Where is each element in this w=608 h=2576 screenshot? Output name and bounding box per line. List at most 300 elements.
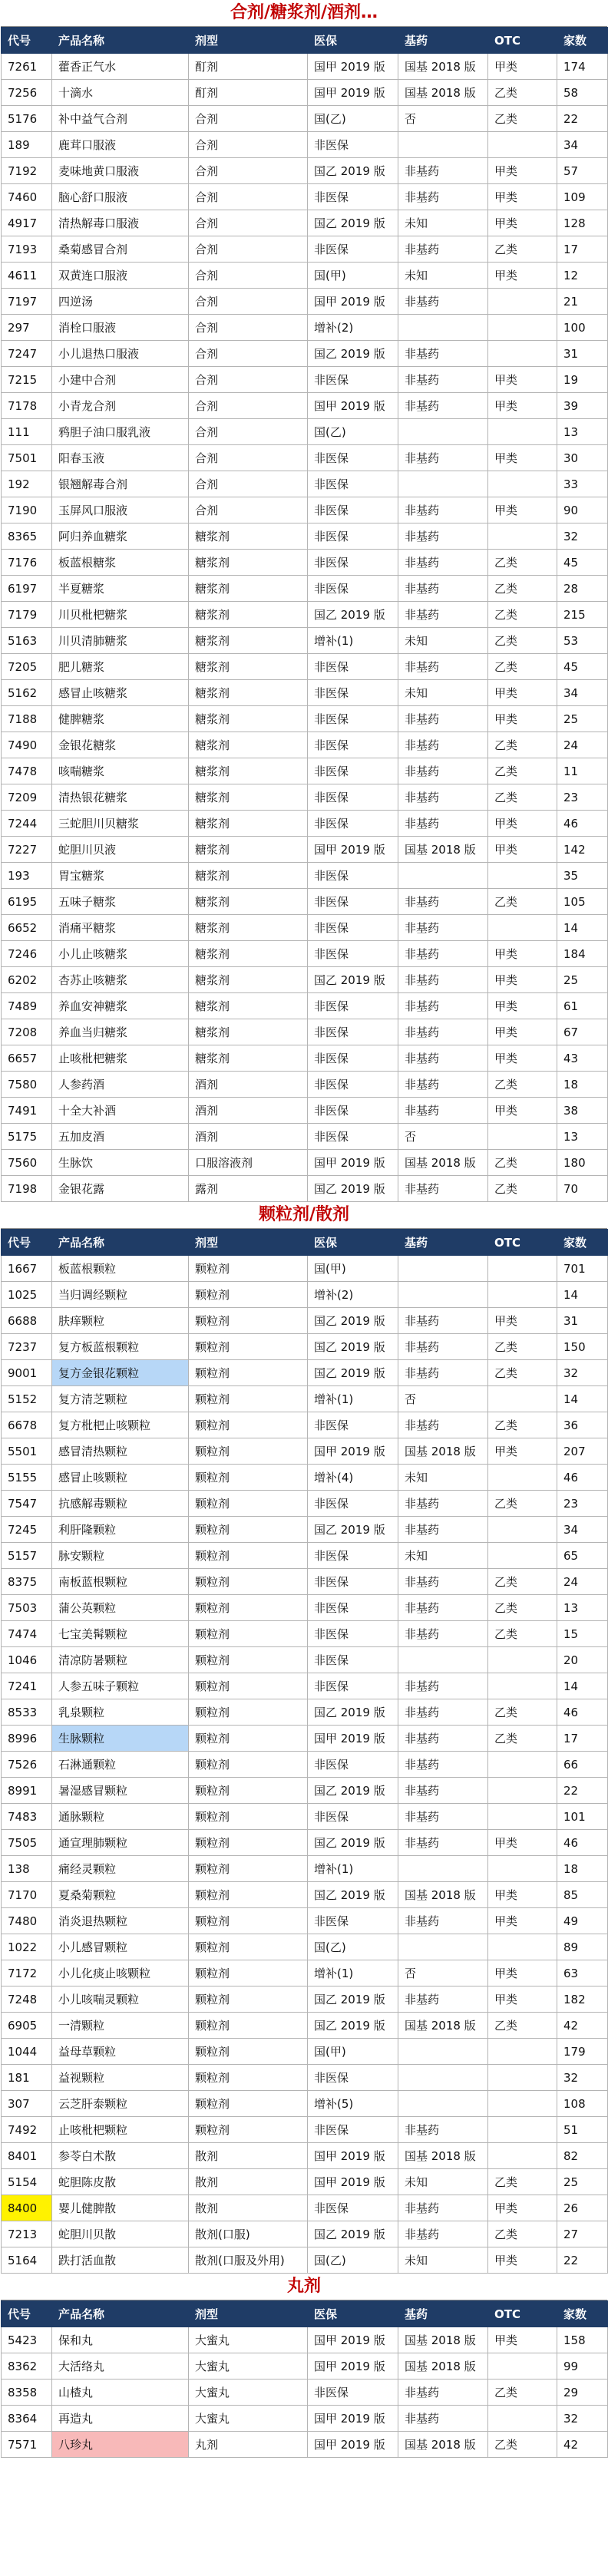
cell-otc: 乙类 (488, 1699, 557, 1726)
cell-essential: 非基药 (398, 1595, 488, 1621)
cell-essential: 否 (398, 1960, 488, 1986)
cell-insurance: 非医保 (308, 184, 398, 210)
cell-insurance: 国乙 2019 版 (308, 967, 398, 993)
cell-insurance: 国乙 2019 版 (308, 1882, 398, 1908)
cell-insurance: 国甲 2019 版 (308, 2327, 398, 2353)
cell-essential: 否 (398, 1386, 488, 1412)
cell-insurance: 非医保 (308, 1098, 398, 1124)
cell-count: 25 (557, 706, 608, 732)
cell-form: 糖浆剂 (189, 654, 308, 680)
cell-count: 12 (557, 263, 608, 289)
cell-code: 5163 (2, 628, 52, 654)
cell-name: 小建中合剂 (52, 367, 189, 393)
cell-form: 口服溶液剂 (189, 1150, 308, 1176)
column-header-essential: 基药 (398, 1230, 488, 1256)
cell-form: 颗粒剂 (189, 1699, 308, 1726)
cell-otc (488, 2143, 557, 2169)
cell-insurance: 国甲 2019 版 (308, 80, 398, 106)
table-row (2, 576, 608, 602)
cell-insurance: 国乙 2019 版 (308, 2221, 398, 2247)
cell-code: 5175 (2, 1124, 52, 1150)
table-row (2, 628, 608, 654)
cell-name: 胃宝糖浆 (52, 863, 189, 889)
cell-essential: 非基药 (398, 576, 488, 602)
cell-form: 散剂 (189, 2195, 308, 2221)
cell-otc: 乙类 (488, 732, 557, 758)
cell-insurance: 非医保 (308, 550, 398, 576)
cell-count: 42 (557, 2013, 608, 2039)
cell-otc: 乙类 (488, 1621, 557, 1647)
cell-name: 消栓口服液 (52, 315, 189, 341)
table-row (2, 1699, 608, 1726)
cell-form: 颗粒剂 (189, 1882, 308, 1908)
cell-otc (488, 523, 557, 550)
cell-otc (488, 1856, 557, 1882)
cell-code: 7490 (2, 732, 52, 758)
cell-code: 7192 (2, 158, 52, 184)
cell-essential: 非基药 (398, 784, 488, 811)
cell-insurance: 非医保 (308, 1569, 398, 1595)
cell-code: 4917 (2, 210, 52, 236)
cell-insurance: 国(甲) (308, 2039, 398, 2065)
cell-name: 脑心舒口服液 (52, 184, 189, 210)
cell-form: 糖浆剂 (189, 628, 308, 654)
cell-count: 13 (557, 1124, 608, 1150)
cell-count: 128 (557, 210, 608, 236)
cell-form: 颗粒剂 (189, 1778, 308, 1804)
cell-insurance: 非医保 (308, 1491, 398, 1517)
cell-count: 53 (557, 628, 608, 654)
column-header-count: 家数 (557, 1230, 608, 1256)
cell-otc (488, 289, 557, 315)
cell-name: 复方清芝颗粒 (52, 1386, 189, 1412)
cell-insurance: 非医保 (308, 941, 398, 967)
cell-name: 小儿咳喘灵颗粒 (52, 1986, 189, 2013)
cell-form: 糖浆剂 (189, 1045, 308, 1072)
cell-essential: 非基药 (398, 1726, 488, 1752)
cell-otc (488, 1673, 557, 1699)
cell-essential (398, 1282, 488, 1308)
cell-otc: 乙类 (488, 106, 557, 132)
cell-code: 8375 (2, 1569, 52, 1595)
cell-essential: 否 (398, 106, 488, 132)
section-title: 丸剂 (1, 2274, 607, 2300)
table-row (2, 393, 608, 419)
cell-otc: 甲类 (488, 811, 557, 837)
table-row (2, 367, 608, 393)
cell-count: 34 (557, 1517, 608, 1543)
cell-count: 90 (557, 497, 608, 523)
cell-essential: 未知 (398, 1543, 488, 1569)
cell-otc: 乙类 (488, 1072, 557, 1098)
column-header-form: 剂型 (189, 1230, 308, 1256)
cell-otc (488, 2117, 557, 2143)
cell-code: 7474 (2, 1621, 52, 1647)
cell-otc: 甲类 (488, 1986, 557, 2013)
cell-insurance: 非医保 (308, 1543, 398, 1569)
cell-form: 颗粒剂 (189, 1386, 308, 1412)
table-row (2, 784, 608, 811)
table-row (2, 1830, 608, 1856)
table-row (2, 341, 608, 367)
cell-essential (398, 2065, 488, 2091)
cell-code: 7248 (2, 1986, 52, 2013)
table-row (2, 2013, 608, 2039)
cell-name: 麦味地黄口服液 (52, 158, 189, 184)
section-title: 合剂/糖浆剂/酒剂… (1, 0, 607, 27)
cell-name: 板蓝根糖浆 (52, 550, 189, 576)
column-header-name: 产品名称 (52, 2301, 189, 2327)
cell-name: 川贝清肺糖浆 (52, 628, 189, 654)
table-row (2, 915, 608, 941)
cell-count: 20 (557, 1647, 608, 1673)
table-row (2, 1726, 608, 1752)
cell-form: 酊剂 (189, 54, 308, 80)
cell-name: 感冒止咳颗粒 (52, 1465, 189, 1491)
cell-insurance: 国(乙) (308, 2247, 398, 2274)
cell-name: 人参药酒 (52, 1072, 189, 1098)
cell-code: 7176 (2, 550, 52, 576)
table-row (2, 132, 608, 158)
cell-count: 14 (557, 1282, 608, 1308)
cell-count: 65 (557, 1543, 608, 1569)
cell-essential: 国基 2018 版 (398, 2327, 488, 2353)
cell-otc: 乙类 (488, 576, 557, 602)
table-row (2, 863, 608, 889)
cell-essential: 非基药 (398, 393, 488, 419)
cell-essential: 未知 (398, 263, 488, 289)
cell-insurance: 非医保 (308, 1124, 398, 1150)
cell-code: 5152 (2, 1386, 52, 1412)
table-row (2, 445, 608, 471)
cell-insurance: 国乙 2019 版 (308, 1360, 398, 1386)
cell-count: 89 (557, 1934, 608, 1960)
cell-count: 100 (557, 315, 608, 341)
cell-name: 益视颗粒 (52, 2065, 189, 2091)
column-header-name: 产品名称 (52, 28, 189, 54)
cell-name: 感冒清热颗粒 (52, 1438, 189, 1465)
cell-essential (398, 2091, 488, 2117)
cell-code: 5164 (2, 2247, 52, 2274)
cell-name: 止咳枇杷颗粒 (52, 2117, 189, 2143)
cell-essential: 非基药 (398, 550, 488, 576)
column-header-essential: 基药 (398, 2301, 488, 2327)
cell-otc: 乙类 (488, 1150, 557, 1176)
cell-count: 101 (557, 1804, 608, 1830)
cell-count: 32 (557, 2406, 608, 2432)
product-table-sheet (1, 0, 607, 2458)
cell-insurance: 非医保 (308, 523, 398, 550)
cell-name: 杏苏止咳糖浆 (52, 967, 189, 993)
cell-count: 11 (557, 758, 608, 784)
cell-count: 182 (557, 1986, 608, 2013)
cell-form: 大蜜丸 (189, 2353, 308, 2379)
cell-essential: 非基药 (398, 289, 488, 315)
cell-essential: 非基药 (398, 2195, 488, 2221)
cell-name: 参苓白术散 (52, 2143, 189, 2169)
cell-count: 32 (557, 1360, 608, 1386)
table-row (2, 889, 608, 915)
cell-count: 45 (557, 550, 608, 576)
cell-insurance: 增补(2) (308, 1282, 398, 1308)
cell-essential: 未知 (398, 628, 488, 654)
cell-insurance: 国甲 2019 版 (308, 1726, 398, 1752)
cell-name: 生脉饮 (52, 1150, 189, 1176)
cell-name: 三蛇胆川贝糖浆 (52, 811, 189, 837)
cell-count: 22 (557, 2247, 608, 2274)
cell-name: 婴儿健脾散 (52, 2195, 189, 2221)
cell-essential: 非基药 (398, 1176, 488, 1202)
cell-form: 糖浆剂 (189, 576, 308, 602)
cell-count: 142 (557, 837, 608, 863)
cell-form: 合剂 (189, 132, 308, 158)
table-row (2, 811, 608, 837)
cell-otc: 甲类 (488, 158, 557, 184)
cell-code: 8996 (2, 1726, 52, 1752)
column-header-otc: OTC (488, 2301, 557, 2327)
cell-insurance: 国乙 2019 版 (308, 210, 398, 236)
table-row (2, 706, 608, 732)
table-row (2, 263, 608, 289)
cell-otc: 甲类 (488, 1019, 557, 1045)
table-row (2, 941, 608, 967)
cell-insurance: 非医保 (308, 1752, 398, 1778)
cell-essential (398, 419, 488, 445)
cell-name: 感冒止咳糖浆 (52, 680, 189, 706)
cell-count: 70 (557, 1176, 608, 1202)
cell-code: 5154 (2, 2169, 52, 2195)
cell-code: 7208 (2, 1019, 52, 1045)
cell-form: 合剂 (189, 341, 308, 367)
cell-otc: 甲类 (488, 497, 557, 523)
table-row (2, 1282, 608, 1308)
cell-insurance: 增补(5) (308, 2091, 398, 2117)
cell-form: 颗粒剂 (189, 1960, 308, 1986)
table-row (2, 1986, 608, 2013)
column-header-code: 代号 (2, 2301, 52, 2327)
cell-otc (488, 1256, 557, 1282)
cell-otc: 乙类 (488, 1726, 557, 1752)
cell-insurance: 国(甲) (308, 1256, 398, 1282)
cell-count: 13 (557, 419, 608, 445)
cell-otc (488, 1282, 557, 1308)
cell-form: 颗粒剂 (189, 1673, 308, 1699)
cell-form: 糖浆剂 (189, 602, 308, 628)
cell-count: 24 (557, 1569, 608, 1595)
cell-insurance: 国乙 2019 版 (308, 1176, 398, 1202)
cell-form: 酒剂 (189, 1072, 308, 1098)
cell-form: 合剂 (189, 263, 308, 289)
cell-form: 颗粒剂 (189, 1908, 308, 1934)
column-header-insurance: 医保 (308, 1230, 398, 1256)
cell-code: 7503 (2, 1595, 52, 1621)
cell-insurance: 非医保 (308, 1647, 398, 1673)
table-header-row (2, 1230, 608, 1256)
cell-otc: 甲类 (488, 2247, 557, 2274)
cell-essential: 非基药 (398, 1569, 488, 1595)
cell-code: 8991 (2, 1778, 52, 1804)
cell-insurance: 国甲 2019 版 (308, 2406, 398, 2432)
cell-insurance: 国甲 2019 版 (308, 289, 398, 315)
cell-name: 五味子糖浆 (52, 889, 189, 915)
cell-form: 颗粒剂 (189, 1282, 308, 1308)
cell-insurance: 非医保 (308, 445, 398, 471)
cell-form: 合剂 (189, 497, 308, 523)
table-row (2, 1491, 608, 1517)
cell-insurance: 增补(2) (308, 315, 398, 341)
cell-name: 通脉颗粒 (52, 1804, 189, 1830)
cell-form: 颗粒剂 (189, 1256, 308, 1282)
cell-otc (488, 315, 557, 341)
cell-code: 9001 (2, 1360, 52, 1386)
cell-name: 夏桑菊颗粒 (52, 1882, 189, 1908)
cell-code: 7491 (2, 1098, 52, 1124)
cell-otc (488, 1543, 557, 1569)
table-row (2, 2379, 608, 2406)
cell-name: 咳喘糖浆 (52, 758, 189, 784)
cell-code: 8358 (2, 2379, 52, 2406)
cell-name: 抗感解毒颗粒 (52, 1491, 189, 1517)
cell-essential: 国基 2018 版 (398, 1438, 488, 1465)
cell-insurance: 国甲 2019 版 (308, 2432, 398, 2458)
cell-insurance: 非医保 (308, 758, 398, 784)
cell-code: 7560 (2, 1150, 52, 1176)
cell-code: 7213 (2, 2221, 52, 2247)
cell-count: 17 (557, 236, 608, 263)
table-row (2, 993, 608, 1019)
cell-name: 补中益气合剂 (52, 106, 189, 132)
cell-form: 颗粒剂 (189, 1334, 308, 1360)
cell-otc: 乙类 (488, 1176, 557, 1202)
cell-essential: 未知 (398, 210, 488, 236)
cell-otc (488, 2091, 557, 2117)
cell-essential: 国基 2018 版 (398, 1150, 488, 1176)
cell-name: 阿归养血糖浆 (52, 523, 189, 550)
cell-name: 鸦胆子油口服乳液 (52, 419, 189, 445)
table-row (2, 2065, 608, 2091)
cell-count: 25 (557, 2169, 608, 2195)
cell-count: 32 (557, 2065, 608, 2091)
cell-form: 大蜜丸 (189, 2379, 308, 2406)
cell-code: 7261 (2, 54, 52, 80)
cell-code: 6688 (2, 1308, 52, 1334)
cell-insurance: 国乙 2019 版 (308, 341, 398, 367)
cell-insurance: 非医保 (308, 1595, 398, 1621)
cell-insurance: 国乙 2019 版 (308, 1517, 398, 1543)
cell-essential (398, 2039, 488, 2065)
table-header-row (2, 2301, 608, 2327)
cell-form: 合剂 (189, 445, 308, 471)
cell-code: 111 (2, 419, 52, 445)
table-row (2, 2221, 608, 2247)
cell-form: 丸剂 (189, 2432, 308, 2458)
cell-count: 46 (557, 1699, 608, 1726)
cell-essential: 非基药 (398, 1491, 488, 1517)
cell-insurance: 国甲 2019 版 (308, 1438, 398, 1465)
cell-code: 7178 (2, 393, 52, 419)
cell-essential: 非基药 (398, 1517, 488, 1543)
cell-count: 179 (557, 2039, 608, 2065)
cell-essential: 非基药 (398, 811, 488, 837)
cell-insurance: 非医保 (308, 1412, 398, 1438)
cell-insurance: 非医保 (308, 497, 398, 523)
cell-count: 35 (557, 863, 608, 889)
cell-code: 7188 (2, 706, 52, 732)
table-row (2, 2091, 608, 2117)
cell-code: 7209 (2, 784, 52, 811)
cell-otc: 甲类 (488, 941, 557, 967)
cell-essential (398, 315, 488, 341)
cell-insurance: 非医保 (308, 784, 398, 811)
column-header-otc: OTC (488, 1230, 557, 1256)
cell-otc: 乙类 (488, 1334, 557, 1360)
cell-form: 糖浆剂 (189, 732, 308, 758)
cell-form: 合剂 (189, 184, 308, 210)
cell-code: 6657 (2, 1045, 52, 1072)
cell-otc: 乙类 (488, 550, 557, 576)
cell-form: 酊剂 (189, 80, 308, 106)
cell-count: 14 (557, 1386, 608, 1412)
table-row (2, 837, 608, 863)
cell-code: 1046 (2, 1647, 52, 1673)
table-row (2, 54, 608, 80)
cell-name: 健脾糖浆 (52, 706, 189, 732)
cell-name: 七宝美髯颗粒 (52, 1621, 189, 1647)
cell-insurance: 非医保 (308, 1621, 398, 1647)
cell-form: 糖浆剂 (189, 758, 308, 784)
table-row (2, 1098, 608, 1124)
cell-essential: 非基药 (398, 2117, 488, 2143)
cell-count: 46 (557, 1465, 608, 1491)
cell-form: 糖浆剂 (189, 523, 308, 550)
cell-insurance: 非医保 (308, 576, 398, 602)
cell-code: 7526 (2, 1752, 52, 1778)
cell-insurance: 增补(1) (308, 1386, 398, 1412)
cell-form: 合剂 (189, 367, 308, 393)
cell-otc (488, 1517, 557, 1543)
cell-code: 7580 (2, 1072, 52, 1098)
cell-code: 7505 (2, 1830, 52, 1856)
cell-name: 十滴水 (52, 80, 189, 106)
table-row (2, 315, 608, 341)
table-row (2, 1308, 608, 1334)
cell-name: 清热银花糖浆 (52, 784, 189, 811)
cell-essential: 非基药 (398, 497, 488, 523)
cell-essential: 非基药 (398, 1045, 488, 1072)
cell-name: 痛经灵颗粒 (52, 1856, 189, 1882)
table-row (2, 1856, 608, 1882)
cell-otc: 甲类 (488, 1045, 557, 1072)
column-header-count: 家数 (557, 2301, 608, 2327)
cell-insurance: 国甲 2019 版 (308, 2169, 398, 2195)
table-row (2, 1934, 608, 1960)
cell-form: 糖浆剂 (189, 837, 308, 863)
cell-insurance: 国(乙) (308, 106, 398, 132)
cell-otc (488, 2039, 557, 2065)
cell-essential: 国基 2018 版 (398, 2013, 488, 2039)
cell-essential: 非基药 (398, 2406, 488, 2432)
cell-otc: 乙类 (488, 889, 557, 915)
cell-name: 肥儿糖浆 (52, 654, 189, 680)
cell-essential (398, 1647, 488, 1673)
cell-otc: 甲类 (488, 184, 557, 210)
table-row (2, 158, 608, 184)
cell-form: 大蜜丸 (189, 2327, 308, 2353)
cell-essential: 非基药 (398, 706, 488, 732)
cell-count: 36 (557, 1412, 608, 1438)
cell-insurance: 非医保 (308, 1908, 398, 1934)
cell-form: 颗粒剂 (189, 1804, 308, 1830)
